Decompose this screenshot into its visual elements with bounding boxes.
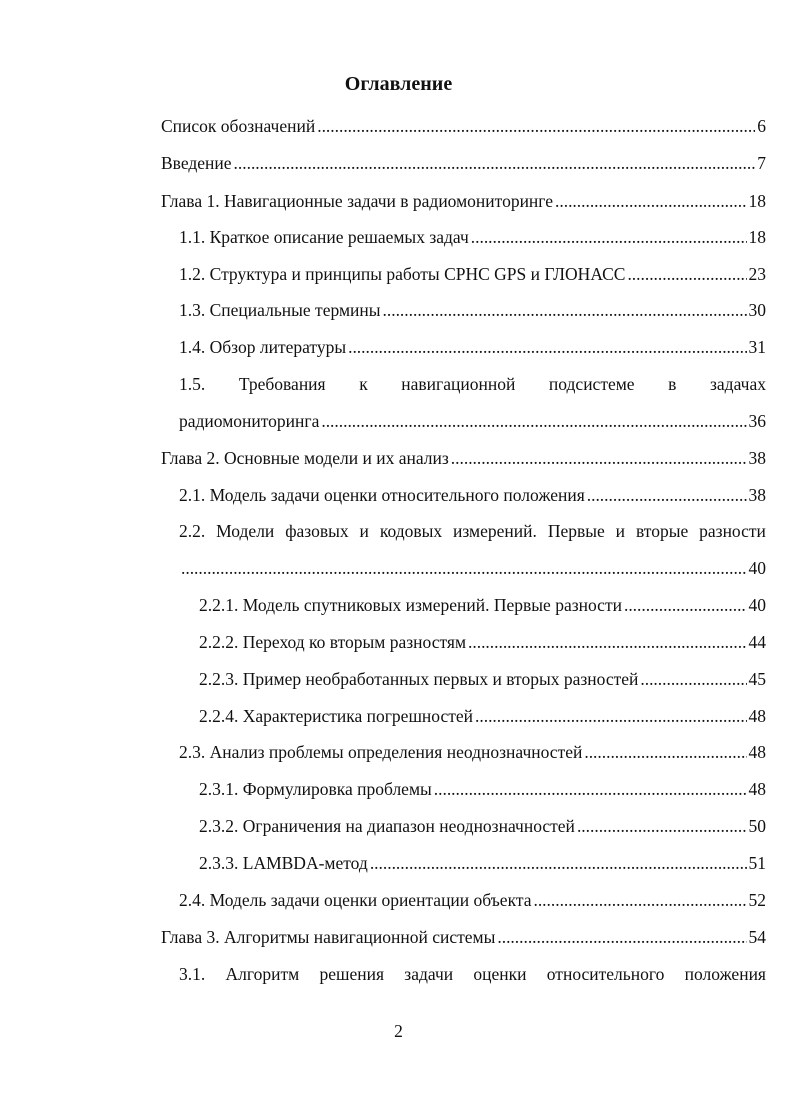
toc-entry-page: 48	[748, 706, 766, 726]
toc-word: навигационной	[401, 374, 516, 394]
toc-word: и	[359, 521, 369, 541]
toc-entry-page: 38	[748, 485, 766, 505]
toc-entry[interactable]	[179, 299, 766, 321]
toc-entry-page: 48	[748, 779, 766, 799]
leader-dots	[468, 631, 746, 653]
leader-dots	[577, 815, 747, 837]
toc-entry-page: 51	[748, 853, 766, 873]
toc-entry[interactable]	[179, 889, 766, 911]
leader-dots	[471, 226, 747, 248]
toc-word: измерений.	[453, 521, 537, 541]
toc-entry-page: 18	[748, 191, 766, 211]
toc-word: относительного	[546, 964, 665, 984]
toc-entry-label: 2.3. Анализ проблемы определения неоднозначностей	[179, 742, 583, 762]
toc-word: Первые	[547, 521, 605, 541]
toc-entry-label: Глава 3. Алгоритмы навигационной системы	[161, 927, 496, 947]
toc-entry-label: 2.2.3. Пример необработанных первых и вторых разностей	[199, 669, 639, 689]
toc-entry-label: радиомониторинга	[179, 411, 320, 431]
leader-dots	[234, 152, 756, 174]
leader-dots	[475, 705, 746, 727]
toc-word: и	[615, 521, 626, 541]
leader-dots	[181, 557, 747, 579]
toc-entry-first-line[interactable]	[179, 373, 766, 395]
toc-entry[interactable]	[161, 447, 766, 469]
toc-word: фазовых	[285, 521, 349, 541]
leader-dots	[497, 926, 746, 948]
toc-entry[interactable]	[199, 778, 766, 800]
toc-entry[interactable]	[199, 594, 766, 616]
toc-entry-label: Глава 1. Навигационные задачи в радиомониторинге	[161, 191, 554, 211]
leader-dots	[587, 484, 747, 506]
leader-dots	[640, 668, 746, 690]
leader-dots	[321, 410, 746, 432]
page-title: Оглавление	[344, 73, 453, 95]
toc-entry[interactable]	[199, 668, 766, 690]
toc-entry[interactable]	[179, 410, 766, 432]
toc-entry[interactable]	[179, 336, 766, 358]
toc-entry-page: 54	[748, 927, 766, 947]
toc-entry-page: 48	[748, 742, 766, 762]
leader-dots	[584, 741, 746, 763]
toc-entry[interactable]	[179, 263, 766, 285]
toc-entry-page: 44	[748, 632, 766, 652]
toc-word: 1.5.	[179, 374, 206, 394]
toc-entry[interactable]	[161, 152, 766, 174]
toc-entry-label: 1.4. Обзор литературы	[179, 337, 347, 357]
toc-entry[interactable]	[161, 190, 766, 212]
toc-entry-label: 1.2. Структура и принципы работы СРНС GPS и ГЛОНАСС	[179, 264, 626, 284]
toc-entry[interactable]	[199, 631, 766, 653]
toc-entry-page: 36	[748, 411, 766, 431]
toc-entry-page: 38	[748, 448, 766, 468]
toc-entry-page: 31	[748, 337, 766, 357]
leader-dots	[533, 889, 746, 911]
toc-entry-first-line[interactable]	[179, 963, 766, 985]
toc-entry[interactable]	[179, 557, 766, 579]
toc-entry-label: Глава 2. Основные модели и их анализ	[161, 448, 449, 468]
toc-entry[interactable]	[179, 226, 766, 248]
toc-word: кодовых	[379, 521, 443, 541]
leader-dots	[383, 299, 747, 321]
toc-word: задачах	[710, 374, 766, 394]
toc-entry[interactable]	[179, 484, 766, 506]
toc-word: Алгоритм	[225, 964, 300, 984]
leader-dots	[624, 594, 747, 616]
leader-dots	[451, 447, 747, 469]
toc-entry[interactable]	[199, 705, 766, 727]
toc-entry-first-line[interactable]	[179, 520, 766, 542]
toc-entry[interactable]	[161, 115, 766, 137]
toc-entry[interactable]	[179, 741, 766, 763]
page-number: 2	[394, 1021, 403, 1041]
toc-entry-page: 6	[757, 116, 766, 136]
leader-dots	[555, 190, 746, 212]
toc-word: вторые	[635, 521, 689, 541]
toc-entry-label: 1.3. Специальные термины	[179, 300, 381, 320]
toc-entry-page: 23	[748, 264, 766, 284]
toc-entry-label: 2.4. Модель задачи оценки ориентации объекта	[179, 890, 532, 910]
toc-entry-label: 1.1. Краткое описание решаемых задач	[179, 227, 469, 247]
toc-entry-label: Введение	[161, 153, 232, 173]
toc-entry-page: 50	[748, 816, 766, 836]
toc-word: Модели	[216, 521, 275, 541]
toc-word: задачи	[404, 964, 454, 984]
toc-word: Требования	[238, 374, 326, 394]
toc-word: решения	[319, 964, 385, 984]
leader-dots	[370, 852, 747, 874]
leader-dots	[348, 336, 746, 358]
toc-word: 2.2.	[179, 521, 206, 541]
toc-entry-page: 40	[748, 595, 766, 615]
toc-entry-label: 2.3.2. Ограничения на диапазон неоднозначностей	[199, 816, 575, 836]
toc-word: разности	[699, 521, 766, 541]
toc-entry-page: 40	[748, 558, 766, 578]
toc-entry[interactable]	[161, 926, 766, 948]
toc-entry[interactable]	[199, 852, 766, 874]
toc-word: подсистеме	[548, 374, 635, 394]
toc-entry-label: 2.3.1. Формулировка проблемы	[199, 779, 432, 799]
toc-word: положения	[684, 964, 766, 984]
toc-entry-page: 30	[748, 300, 766, 320]
toc-entry-label: 2.2.1. Модель спутниковых измерений. Первые разности	[199, 595, 622, 615]
toc-entry-label: 2.3.3. LAMBDA-метод	[199, 853, 368, 873]
toc-entry-page: 18	[748, 227, 766, 247]
toc-entry-label: Список обозначений	[161, 116, 316, 136]
leader-dots	[434, 778, 747, 800]
toc-entry-page: 52	[748, 890, 766, 910]
toc-entry[interactable]	[199, 815, 766, 837]
toc-entry-label: 2.2.2. Переход ко вторым разностям	[199, 632, 467, 652]
toc-entry-label: 2.2.4. Характеристика погрешностей	[199, 706, 474, 726]
toc-entry-page: 45	[748, 669, 766, 689]
toc-entry-label: 2.1. Модель задачи оценки относительного положения	[179, 485, 585, 505]
toc-word: к	[359, 374, 368, 394]
toc-word: в	[668, 374, 677, 394]
leader-dots	[317, 115, 755, 137]
leader-dots	[627, 263, 746, 285]
toc-entry-page: 7	[757, 153, 766, 173]
toc-word: 3.1.	[179, 964, 206, 984]
toc-word: оценки	[473, 964, 527, 984]
